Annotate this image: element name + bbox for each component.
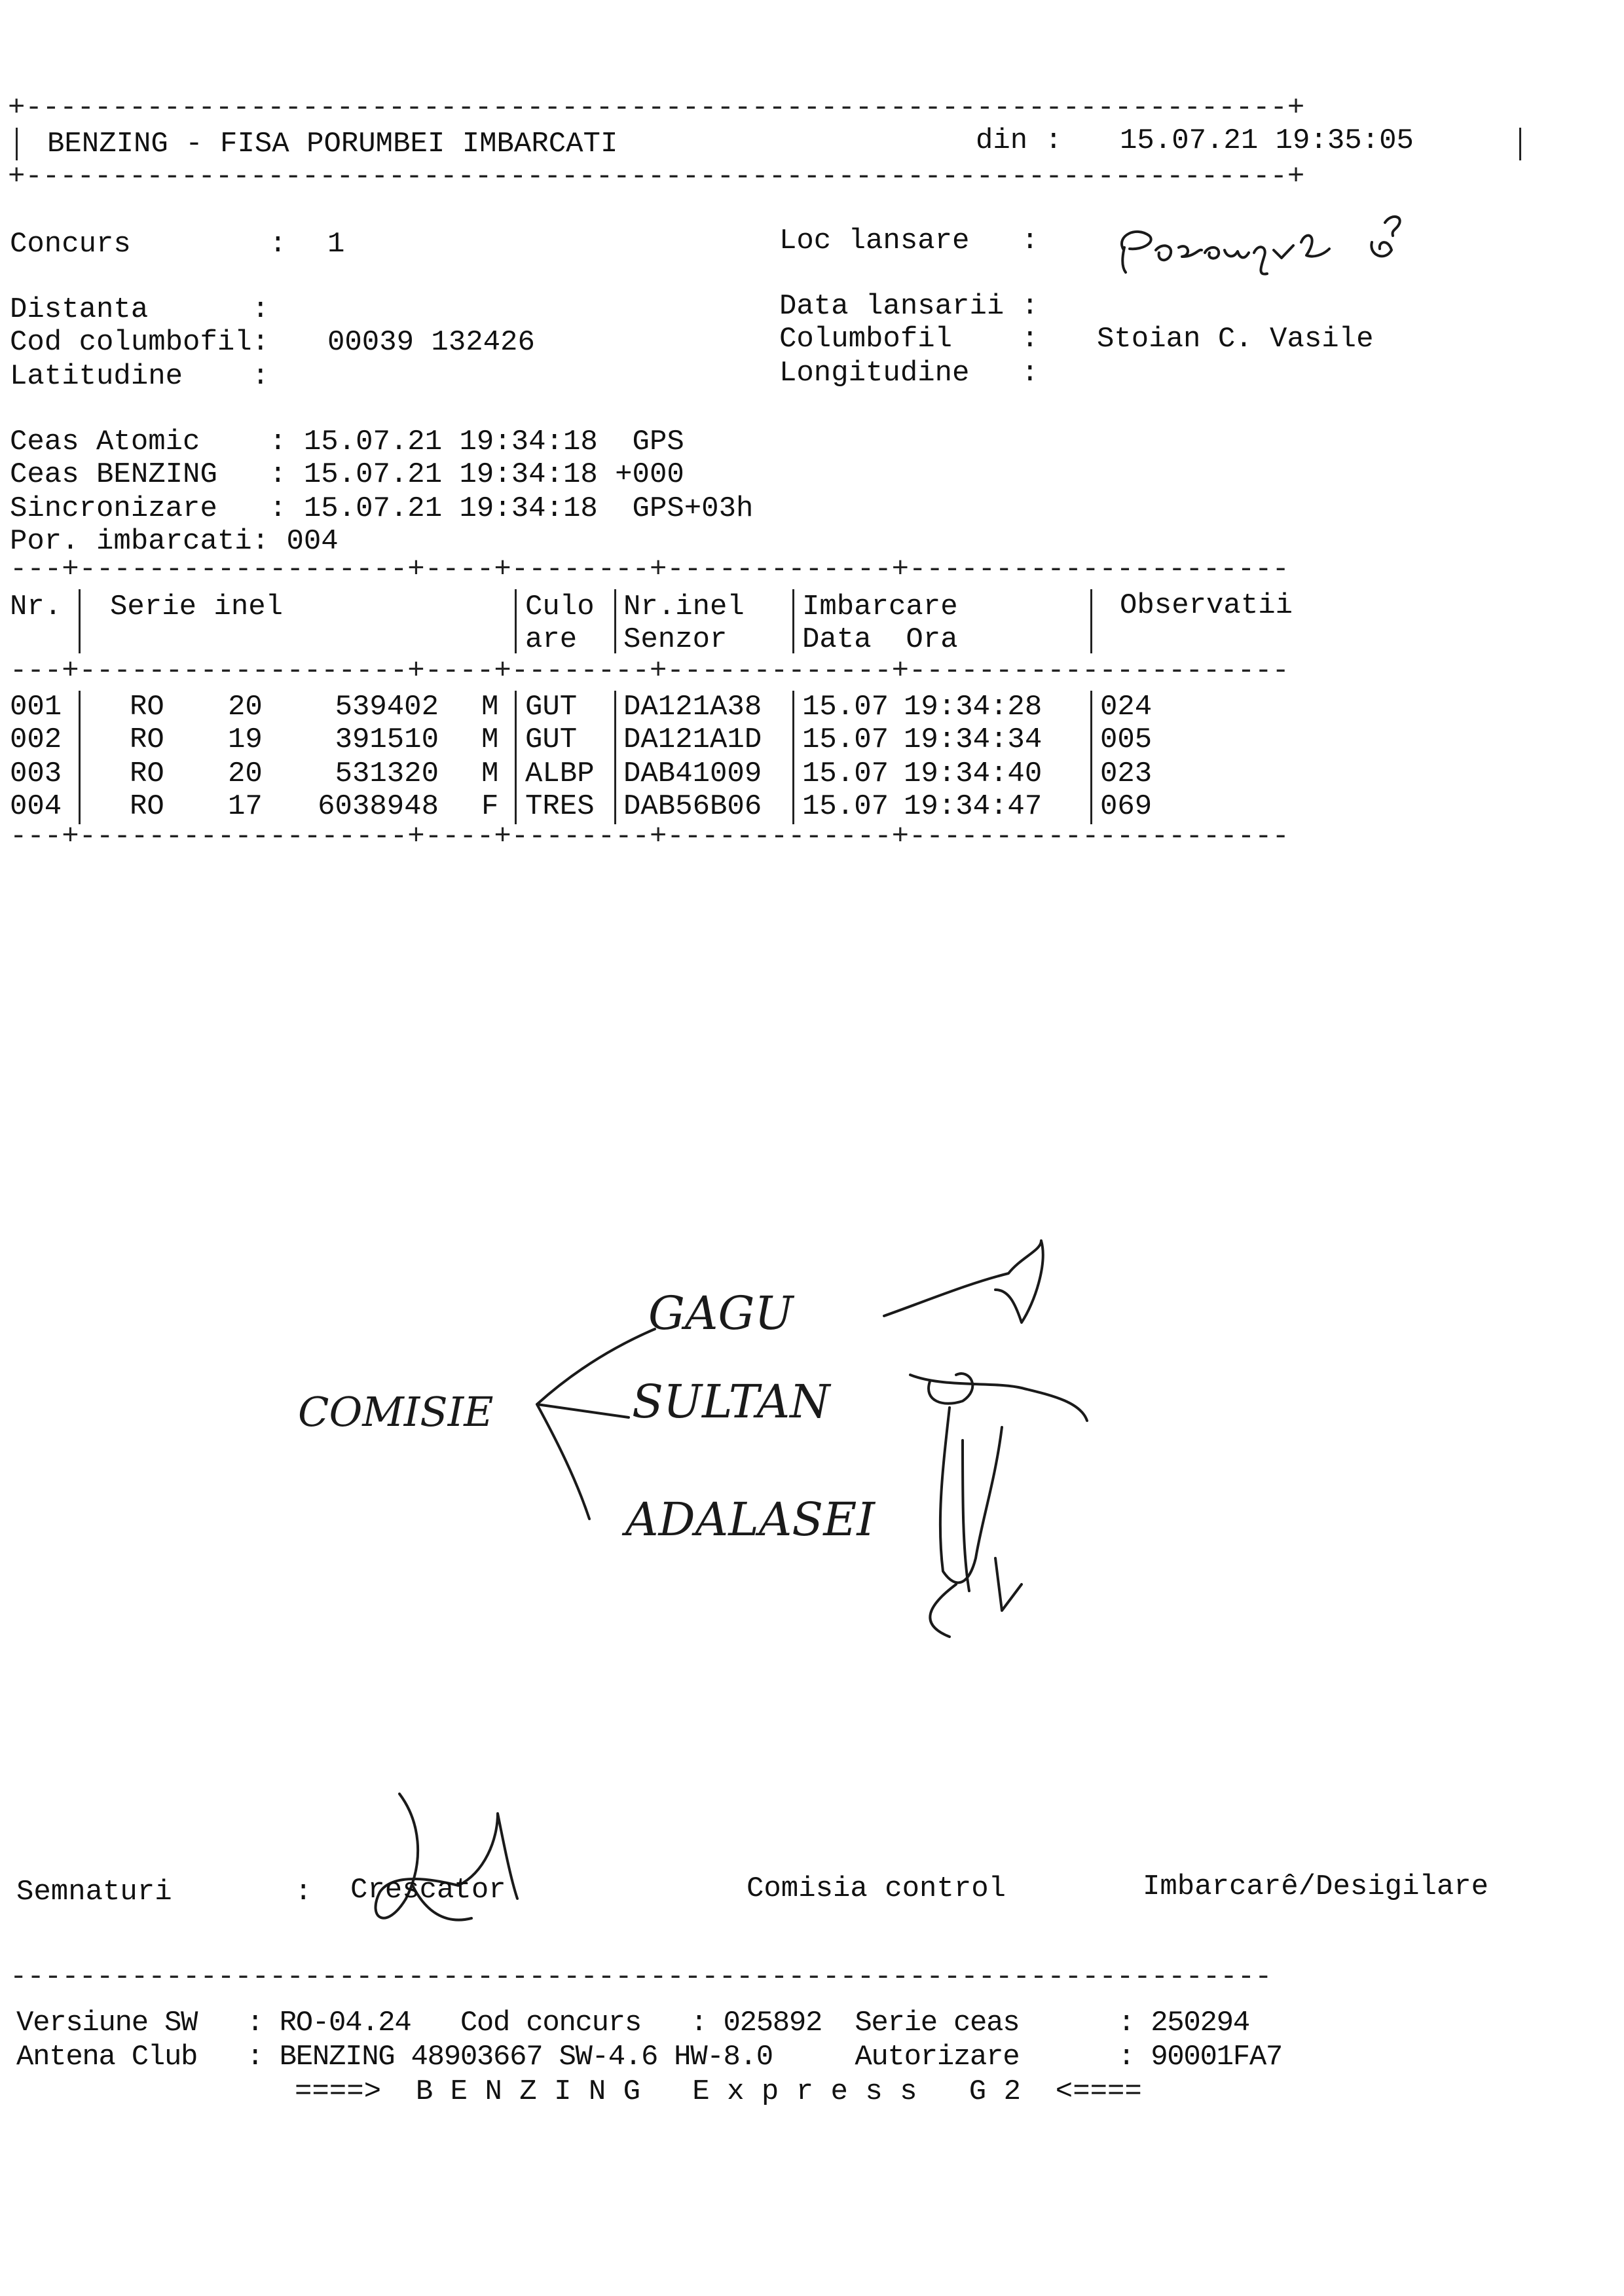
col-observatii-header: Observatii — [1120, 589, 1293, 622]
concurs-value: 1 — [327, 228, 345, 261]
handwritten-name-1: GAGU — [648, 1286, 794, 1340]
columbofil-value: Stoian C. Vasile — [1097, 323, 1374, 355]
col-imbarcare-header: Imbarcare — [802, 591, 958, 623]
col-nrinel-header-2: Senzor — [623, 623, 728, 656]
table-cell-nr: 003 — [10, 757, 62, 790]
handwritten-comisie: COMISIE — [298, 1388, 494, 1436]
table-cell-inel: 531320 — [335, 757, 439, 790]
crescator-label: Crescator — [350, 1874, 506, 1906]
table-cell-an: 17 — [228, 790, 263, 823]
table-cell-nr: 004 — [10, 790, 62, 823]
signature-3-icon — [930, 1408, 1022, 1637]
table-cell-tara: RO — [130, 691, 164, 723]
table-cell-tara: RO — [130, 757, 164, 790]
col-nrinel-header: Nr.inel — [623, 591, 745, 623]
longitudine-label: Longitudine : — [779, 357, 1039, 390]
col-culoare-header: Culo — [525, 591, 595, 623]
table-cell-inel: 6038948 — [318, 790, 439, 823]
table-cell-data: 15.07 — [802, 723, 889, 756]
comisia-control-label: Comisia control — [747, 1872, 1006, 1905]
table-cell-ora: 19:34:28 — [904, 691, 1043, 723]
page-title: BENZING - FISA PORUMBEI IMBARCATI — [47, 128, 618, 160]
data-lansarii-label: Data lansarii : — [779, 290, 1039, 323]
table-cell-obs: 069 — [1100, 790, 1153, 823]
table-cell-an: 20 — [228, 757, 263, 790]
col-nr-header: Nr. — [10, 591, 62, 623]
print-date-label: din : — [976, 124, 1063, 157]
semnaturi-label: Semnaturi — [16, 1876, 172, 1908]
semnaturi-colon: : — [295, 1876, 312, 1908]
table-cell-senzor: DA121A38 — [623, 691, 762, 723]
ceas-atomic: Ceas Atomic : 15.07.21 19:34:18 GPS — [10, 426, 684, 458]
col-imbarcare-header-2: Data Ora — [802, 623, 958, 656]
cod-columbofil-value: 00039 132426 — [327, 326, 535, 359]
table-cell-obs: 023 — [1100, 757, 1153, 790]
porumbei-imbarcati: Por. imbarcati: 004 — [10, 525, 339, 558]
ceas-benzing: Ceas BENZING : 15.07.21 19:34:18 +000 — [10, 458, 684, 491]
latitudine-label: Latitudine : — [10, 360, 270, 393]
table-cell-sex: M — [481, 691, 499, 723]
table-cell-ora: 19:34:34 — [904, 723, 1043, 756]
table-top-rule: ---+-------------------+----+--------+-------------+---------------------- — [10, 553, 1289, 586]
print-date-value: 15.07.21 19:35:05 — [1120, 124, 1414, 157]
col-culoare-header-2: are — [525, 623, 578, 656]
columbofil-label: Columbofil : — [779, 323, 1039, 355]
table-cell-tara: RO — [130, 723, 164, 756]
table-cell-ora: 19:34:40 — [904, 757, 1043, 790]
table-cell-senzor: DAB56B06 — [623, 790, 762, 823]
table-cell-culoare: GUT — [525, 691, 578, 723]
footer-rule: ------------------------------------------------------------------------- — [10, 1961, 1272, 1994]
table-cell-culoare: TRES — [525, 790, 595, 823]
table-cell-obs: 024 — [1100, 691, 1153, 723]
loc-lansare-label: Loc lansare : — [779, 225, 1039, 257]
table-cell-inel: 539402 — [335, 691, 439, 723]
table-cell-sex: M — [481, 723, 499, 756]
table-bottom-rule: ---+-------------------+----+--------+-------------+---------------------- — [10, 820, 1289, 853]
footer-line-1: Versiune SW : RO-04.24 Cod concurs : 025892 Serie ceas : 250294 — [16, 2007, 1249, 2039]
table-cell-nr: 002 — [10, 723, 62, 756]
table-cell-obs: 005 — [1100, 723, 1153, 756]
table-cell-senzor: DA121A1D — [623, 723, 762, 756]
table-cell-senzor: DAB41009 — [623, 757, 762, 790]
table-cell-tara: RO — [130, 790, 164, 823]
cod-columbofil-label: Cod columbofil: — [10, 326, 270, 359]
table-cell-ora: 19:34:47 — [904, 790, 1043, 823]
table-cell-nr: 001 — [10, 691, 62, 723]
distanta-label: Distanta : — [10, 293, 270, 326]
table-cell-data: 15.07 — [802, 757, 889, 790]
sincronizare: Sincronizare : 15.07.21 19:34:18 GPS+03h — [10, 492, 754, 525]
col-serie-header: Serie inel — [110, 591, 284, 623]
table-header-rule: ---+-------------------+----+--------+-------------+---------------------- — [10, 655, 1289, 687]
footer-line-2: Antena Club : BENZING 48903667 SW-4.6 HW-8.0 Autorizare : 90001FA7 — [16, 2041, 1283, 2073]
header-top-rule: +-------------------------------------------------------------------------+ — [8, 92, 1305, 124]
header-bottom-rule: +-------------------------------------------------------------------------+ — [8, 160, 1305, 193]
table-cell-culoare: GUT — [525, 723, 578, 756]
handwritten-name-3: ADALASEI — [625, 1493, 875, 1546]
table-cell-an: 19 — [228, 723, 263, 756]
concurs-label: Concurs : — [10, 228, 287, 261]
table-cell-inel: 391510 — [335, 723, 439, 756]
table-cell-sex: F — [481, 790, 499, 823]
table-cell-culoare: ALBP — [525, 757, 595, 790]
signature-1-icon — [884, 1241, 1043, 1322]
handwritten-name-2: SULTAN — [632, 1375, 830, 1429]
bracket-arrow-icon — [537, 1329, 655, 1519]
imbarcare-desigilare-label: Imbarcarê/Desigilare — [1143, 1870, 1489, 1903]
footer-brand-line: ====> B E N Z I N G E x p r e s s G 2 <==== — [295, 2075, 1142, 2108]
signature-2-icon — [910, 1374, 1087, 1421]
table-cell-an: 20 — [228, 691, 263, 723]
table-cell-sex: M — [481, 757, 499, 790]
table-cell-data: 15.07 — [802, 790, 889, 823]
table-cell-data: 15.07 — [802, 691, 889, 723]
